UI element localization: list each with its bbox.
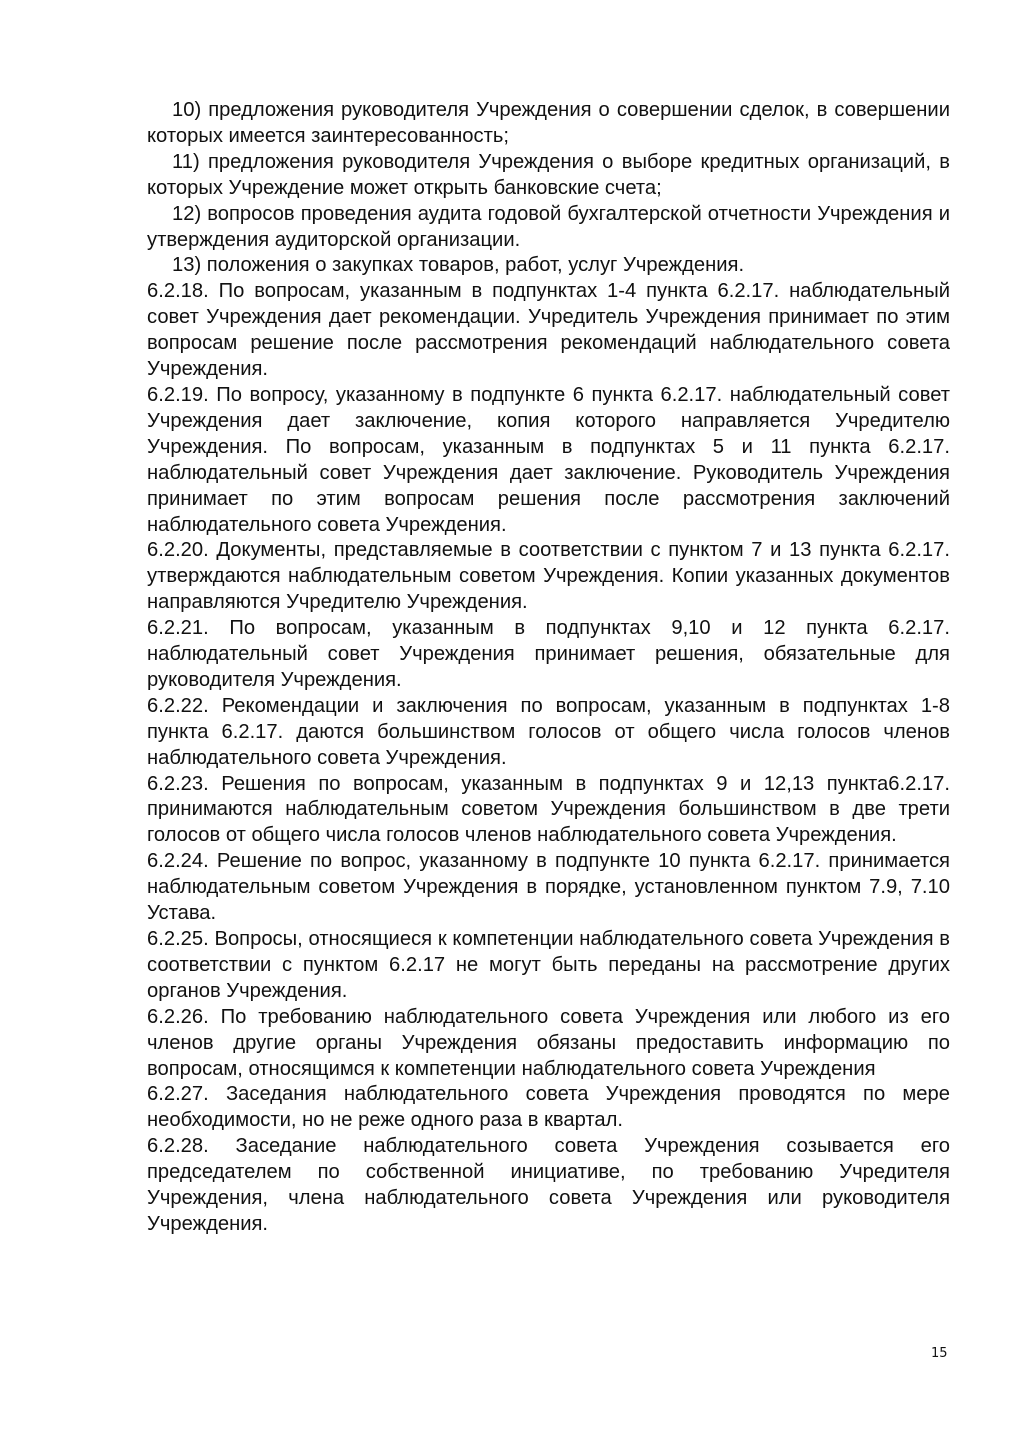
paragraph: 6.2.23. Решения по вопросам, указанным в подпунктах 9 и 12,13 пункта6.2.17. принимаются наблюдательным советом Учреждения большинством в две трети голосов от общего числа голосов членов наблюдательного совета Учреждения. — [147, 772, 950, 847]
paragraph: 6.2.25. Вопросы, относящиеся к компетенции наблюдательного совета Учреждения в соответствии с пунктом 6.2.17 не могут быть переданы на рассмотрение других органов Учреждения. — [147, 928, 950, 1002]
paragraph: 6.2.26. По требованию наблюдательного совета Учреждения или любого из его членов другие органы Учреждения обязаны предоставить информацию по вопросам, относящимся к компетенции наблюдательного совета Учреждения — [147, 1005, 950, 1080]
paragraph: 6.2.22. Рекомендации и заключения по вопросам, указанным в подпунктах 1-8 пункта 6.2.17. даются большинством голосов от общего числа голосов членов наблюдательного совета Учреждения. — [147, 694, 950, 769]
paragraph: 6.2.28. Заседание наблюдательного совета Учреждения созывается его председателем по собственной инициативе, по требованию Учредителя Учреждения, члена наблюдательного совета Учреждения или руководителя Учреждения. — [147, 1135, 950, 1235]
document-page — [147, 98, 950, 1238]
paragraph: 6.2.19. По вопросу, указанному в подпункте 6 пункта 6.2.17. наблюдательный совет Учреждения дает заключение, копия которого направляется Учредителю Учреждения. По вопросам, указанным в подпунктах 5 и 11 пункта 6.2.17. наблюдательный совет Учреждения дает заключение. Руководитель Учреждения принимает по этим вопросам решения после рассмотрения заключений наблюдательного совета Учреждения. — [147, 383, 950, 536]
paragraph: 13) положения о закупках товаров, работ, услуг Учреждения. — [172, 254, 745, 277]
page-number: 15 — [931, 1346, 948, 1361]
paragraph: 10) предложения руководителя Учреждения о совершении сделок, в совершении которых имеется заинтересованность; — [147, 99, 950, 147]
paragraph: 11) предложения руководителя Учреждения о выборе кредитных организаций, в которых Учреждение может открыть банковские счета; — [147, 150, 950, 199]
paragraph: 12) вопросов проведения аудита годовой бухгалтерской отчетности Учреждения и утверждения аудиторской организации. — [147, 202, 950, 251]
paragraph: 6.2.20. Документы, представляемые в соответствии с пунктом 7 и 13 пункта 6.2.17. утверждаются наблюдательным советом Учреждения. Копии указанных документов направляются Учредителю Учреждения. — [147, 539, 950, 614]
paragraph: 6.2.21. По вопросам, указанным в подпунктах 9,10 и 12 пункта 6.2.17. наблюдательный совет Учреждения принимает решения, обязательные для руководителя Учреждения. — [147, 617, 950, 691]
paragraph: 6.2.24. Решение по вопрос, указанному в подпункте 10 пункта 6.2.17. принимается наблюдательным советом Учреждения в порядке, установленном пунктом 7.9, 7.10 Устава. — [147, 850, 950, 925]
paragraph: 6.2.18. По вопросам, указанным в подпунктах 1-4 пункта 6.2.17. наблюдательный совет Учреждения дает рекомендации. Учредитель Учреждения принимает по этим вопросам решение после рассмотрения рекомендаций наблюдательного совета Учреждения. — [147, 280, 950, 381]
paragraph: 6.2.27. Заседания наблюдательного совета Учреждения проводятся по мере необходимости, но не реже одного раза в квартал. — [147, 1083, 950, 1132]
